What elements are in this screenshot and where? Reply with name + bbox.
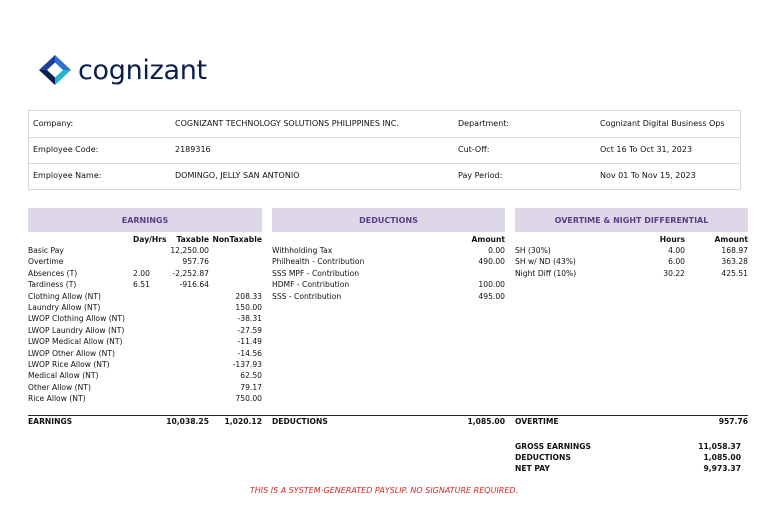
- totals-divider: [28, 415, 748, 416]
- earning-label: LWOP Other Allow (NT): [28, 348, 115, 358]
- info-row: [29, 163, 740, 189]
- earnings-total-taxable: 10,038.25: [166, 417, 209, 426]
- overtime-label: SH w/ ND (43%): [515, 257, 576, 267]
- deduction-amount: 490.00: [478, 257, 505, 267]
- col-dayhrs: Day/Hrs: [133, 235, 167, 244]
- company-value: COGNIZANT TECHNOLOGY SOLUTIONS PHILIPPINES INC.: [175, 119, 399, 128]
- gross-earnings-label: GROSS EARNINGS: [515, 442, 591, 451]
- earning-nontaxable: -11.49: [237, 337, 262, 347]
- info-row: [29, 111, 740, 138]
- overtime-label: SH (30%): [515, 246, 551, 255]
- earning-nontaxable: 750.00: [235, 394, 262, 404]
- earning-nontaxable: -137.93: [232, 360, 262, 369]
- earning-label: LWOP Rice Allow (NT): [28, 360, 110, 369]
- cutoff-value: Oct 16 To Oct 31, 2023: [600, 145, 693, 154]
- deductions-total: 1,085.00: [467, 417, 505, 426]
- overtime-hours: 6.00: [668, 257, 685, 267]
- earning-label: LWOP Clothing Allow (NT): [28, 314, 125, 324]
- overtime-label: Night Diff (10%): [515, 268, 577, 278]
- net-pay-value: 9,973.37: [703, 464, 741, 473]
- earning-nontaxable: 150.00: [235, 303, 262, 312]
- deduction-label: HDMF - Contribution: [272, 280, 350, 290]
- earning-taxable: 12,250.00: [170, 246, 209, 255]
- employee-name-label: Employee Name:: [33, 171, 102, 180]
- earning-nontaxable: -38.31: [237, 314, 262, 324]
- cutoff-label: Cut-Off:: [458, 145, 490, 154]
- earning-label: Other Allow (NT): [28, 382, 91, 392]
- overtime-amount: 425.51: [721, 268, 748, 278]
- employee-code-value: 2189316: [175, 145, 211, 154]
- earning-dayhrs: 2.00: [133, 268, 150, 278]
- overtime-amount: 168.97: [721, 246, 748, 255]
- earning-taxable: -2,252.87: [172, 268, 209, 278]
- earning-nontaxable: -14.56: [237, 348, 262, 358]
- summary-deductions-label: DEDUCTIONS: [515, 453, 571, 462]
- overtime-header: OVERTIME & NIGHT DIFFERENTIAL: [515, 208, 748, 232]
- logo-text: cognizant: [78, 54, 207, 86]
- deduction-amount: 100.00: [478, 280, 505, 290]
- earning-label: Overtime: [28, 257, 64, 267]
- info-row: [29, 137, 740, 164]
- earning-taxable: -916.64: [179, 280, 209, 290]
- earning-label: Tardiness (T): [28, 280, 77, 290]
- department-label: Department:: [458, 119, 510, 128]
- company-label: Company:: [33, 119, 74, 128]
- earning-label: LWOP Laundry Allow (NT): [28, 325, 125, 335]
- earning-nontaxable: 62.50: [240, 371, 262, 381]
- deduction-label: Philhealth - Contribution: [272, 257, 365, 267]
- overtime-total-label: OVERTIME: [515, 417, 559, 426]
- deductions-header: DEDUCTIONS: [272, 208, 505, 232]
- overtime-hours: 4.00: [668, 246, 685, 255]
- overtime-amount: 363.28: [721, 257, 748, 267]
- deduction-amount: 495.00: [478, 291, 505, 301]
- earning-label: Laundry Allow (NT): [28, 303, 101, 312]
- earnings-header: EARNINGS: [28, 208, 262, 232]
- company-logo: [38, 52, 207, 88]
- col-taxable: Taxable: [176, 235, 209, 244]
- employee-code-label: Employee Code:: [33, 145, 99, 154]
- earning-label: Clothing Allow (NT): [28, 291, 101, 301]
- employee-info-table: [28, 110, 741, 190]
- col-deduction-amount: Amount: [471, 235, 505, 244]
- net-pay-label: NET PAY: [515, 464, 550, 473]
- deduction-label: Withholding Tax: [272, 246, 333, 255]
- col-ot-amount: Amount: [714, 235, 748, 244]
- earning-taxable: 957.76: [182, 257, 209, 267]
- earnings-total-label: EARNINGS: [28, 417, 73, 426]
- gross-earnings-value: 11,058.37: [698, 442, 741, 451]
- earnings-total-nontaxable: 1,020.12: [224, 417, 262, 426]
- deduction-label: SSS - Contribution: [272, 291, 342, 301]
- employee-name-value: DOMINGO, JELLY SAN ANTONIO: [175, 171, 300, 180]
- earning-nontaxable: 79.17: [240, 382, 262, 392]
- earning-label: Medical Allow (NT): [28, 371, 99, 381]
- deduction-amount: 0.00: [488, 246, 505, 255]
- pay-period-value: Nov 01 To Nov 15, 2023: [600, 171, 696, 180]
- deductions-total-label: DEDUCTIONS: [272, 417, 328, 426]
- earning-nontaxable: 208.33: [235, 291, 262, 301]
- overtime-total: 957.76: [718, 417, 748, 426]
- earning-dayhrs: 6.51: [133, 280, 150, 290]
- cognizant-logo-icon: [38, 54, 72, 86]
- earning-label: Rice Allow (NT): [28, 394, 86, 404]
- earning-label: Absences (T): [28, 268, 78, 278]
- earning-label: LWOP Medical Allow (NT): [28, 337, 123, 347]
- earning-nontaxable: -27.59: [237, 325, 262, 335]
- earning-label: Basic Pay: [28, 246, 64, 255]
- summary-deductions-value: 1,085.00: [703, 453, 741, 462]
- col-nontaxable: NonTaxable: [212, 235, 262, 244]
- deduction-label: SSS MPF - Contribution: [272, 268, 360, 278]
- system-generated-note: THIS IS A SYSTEM-GENERATED PAYSLIP. NO SIGNATURE REQUIRED.: [249, 486, 519, 495]
- department-value: Cognizant Digital Business Ops: [600, 119, 725, 128]
- col-hours: Hours: [659, 235, 685, 244]
- overtime-hours: 30.22: [663, 268, 685, 278]
- pay-period-label: Pay Period:: [458, 171, 503, 180]
